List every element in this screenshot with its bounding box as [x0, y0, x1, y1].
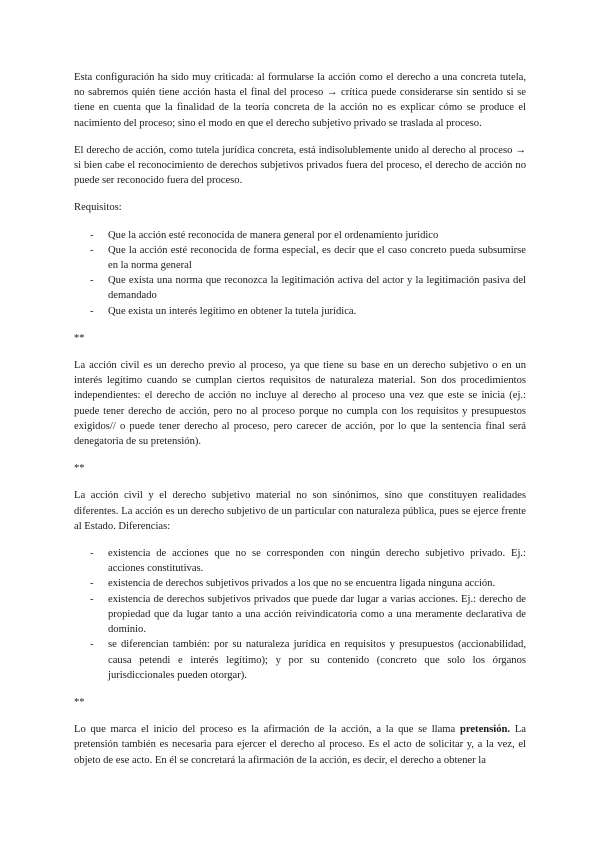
pretension-text-after: La pretensión también es necesaria para ejercer el derecho al proceso. Es el acto de solicitar y, a la vez, el objeto de ese acto. En él se concretará la afirmación de la acción, es decir, el derecho a obtener la: [74, 724, 526, 766]
list-item: - existencia de derechos subjetivos privados que puede dar lugar a varias acciones. Ej.: derecho de propiedad que da lugar tanto a una acción reivindicatoria como a una meramente declarativa de dominio.: [92, 592, 526, 638]
list-item: - Que exista un interés legítimo en obtener la tutela jurídica.: [92, 304, 526, 319]
list-item: - se diferencian también: por su naturaleza jurídica en requisitos y presupuestos (accionabilidad, causa petendi e interés legítimo); y por su contenido (concreto que solo los órganos jurisdiccionales pueden otorgar).: [92, 637, 526, 683]
list-item: - existencia de derechos subjetivos privados a los que no se encuentra ligada ninguna acción.: [92, 576, 526, 591]
section-separator: **: [74, 332, 85, 344]
paragraph-derecho-accion: El derecho de acción, como tutela jurídica concreta, está indisolublemente unido al derecho al proceso → si bien cabe el reconocimiento de derechos subjetivos privados fuera del proceso, el derecho de acción no puede ser reconocido fuera del proceso.: [74, 144, 526, 187]
paragraph-no-sinonimos: La acción civil y el derecho subjetivo material no son sinónimos, sino que constituyen realidades diferentes. La acción es un derecho subjetivo de un particular con naturaleza pública, pues se ejerce frente al Estado. Diferencias:: [74, 490, 526, 532]
pretension-text-before: Lo que marca el inicio del proceso es la afirmación de la acción, a la que se llama: [74, 724, 460, 736]
paragraph-pretension: [74, 722, 526, 768]
list-item: - Que la acción esté reconocida de forma especial, es decir que el caso concreto pueda subsumirse en la norma general: [92, 243, 526, 273]
paragraph-critica: Esta configuración ha sido muy criticada: al formularse la acción como el derecho a una concreta tutela, no sabremos quién tiene acción hasta el final del proceso → crítica puede considerarse sin sentido si se tiene en cuenta que la finalidad de la teoría concreta de la acción no es explicar cómo se produce el nacimiento del proceso; sino el modo en que el derecho subjetivo privado se traslada al proceso.: [74, 72, 526, 129]
pretension-term: pretensión.: [459, 724, 511, 736]
paragraph-accion-civil: La acción civil es un derecho previo al proceso, ya que tiene su base en un derecho subjetivo o en un interés legítimo cuando se cumplan ciertos requisitos de naturaleza material. Son dos procedimientos independientes: el derecho de acción no incluye al derecho al proceso una vez que este se inicia (ej.: puede tener derecho de acción, pero no al proceso porque no cumpla con los requisitos y presupuestos exigidos// o puede tener derecho al proceso, pero carecer de acción, por lo que la sentencia final será denegatoria de su pretensión).: [74, 360, 526, 448]
list-item: - Que exista una norma que reconozca la legitimación activa del actor y la legitimación pasiva del demandado: [92, 273, 526, 303]
diferencias-list: [74, 546, 526, 683]
section-separator: **: [74, 696, 85, 708]
list-item: - existencia de acciones que no se corresponden con ningún derecho subjetivo privado. Ej.: acciones constitutivas.: [92, 546, 526, 576]
list-item: - Que la acción esté reconocida de manera general por el ordenamiento jurídico: [92, 228, 526, 243]
section-separator: **: [74, 463, 85, 475]
requisitos-label: Requisitos:: [74, 202, 122, 214]
requisitos-list: [74, 228, 526, 319]
